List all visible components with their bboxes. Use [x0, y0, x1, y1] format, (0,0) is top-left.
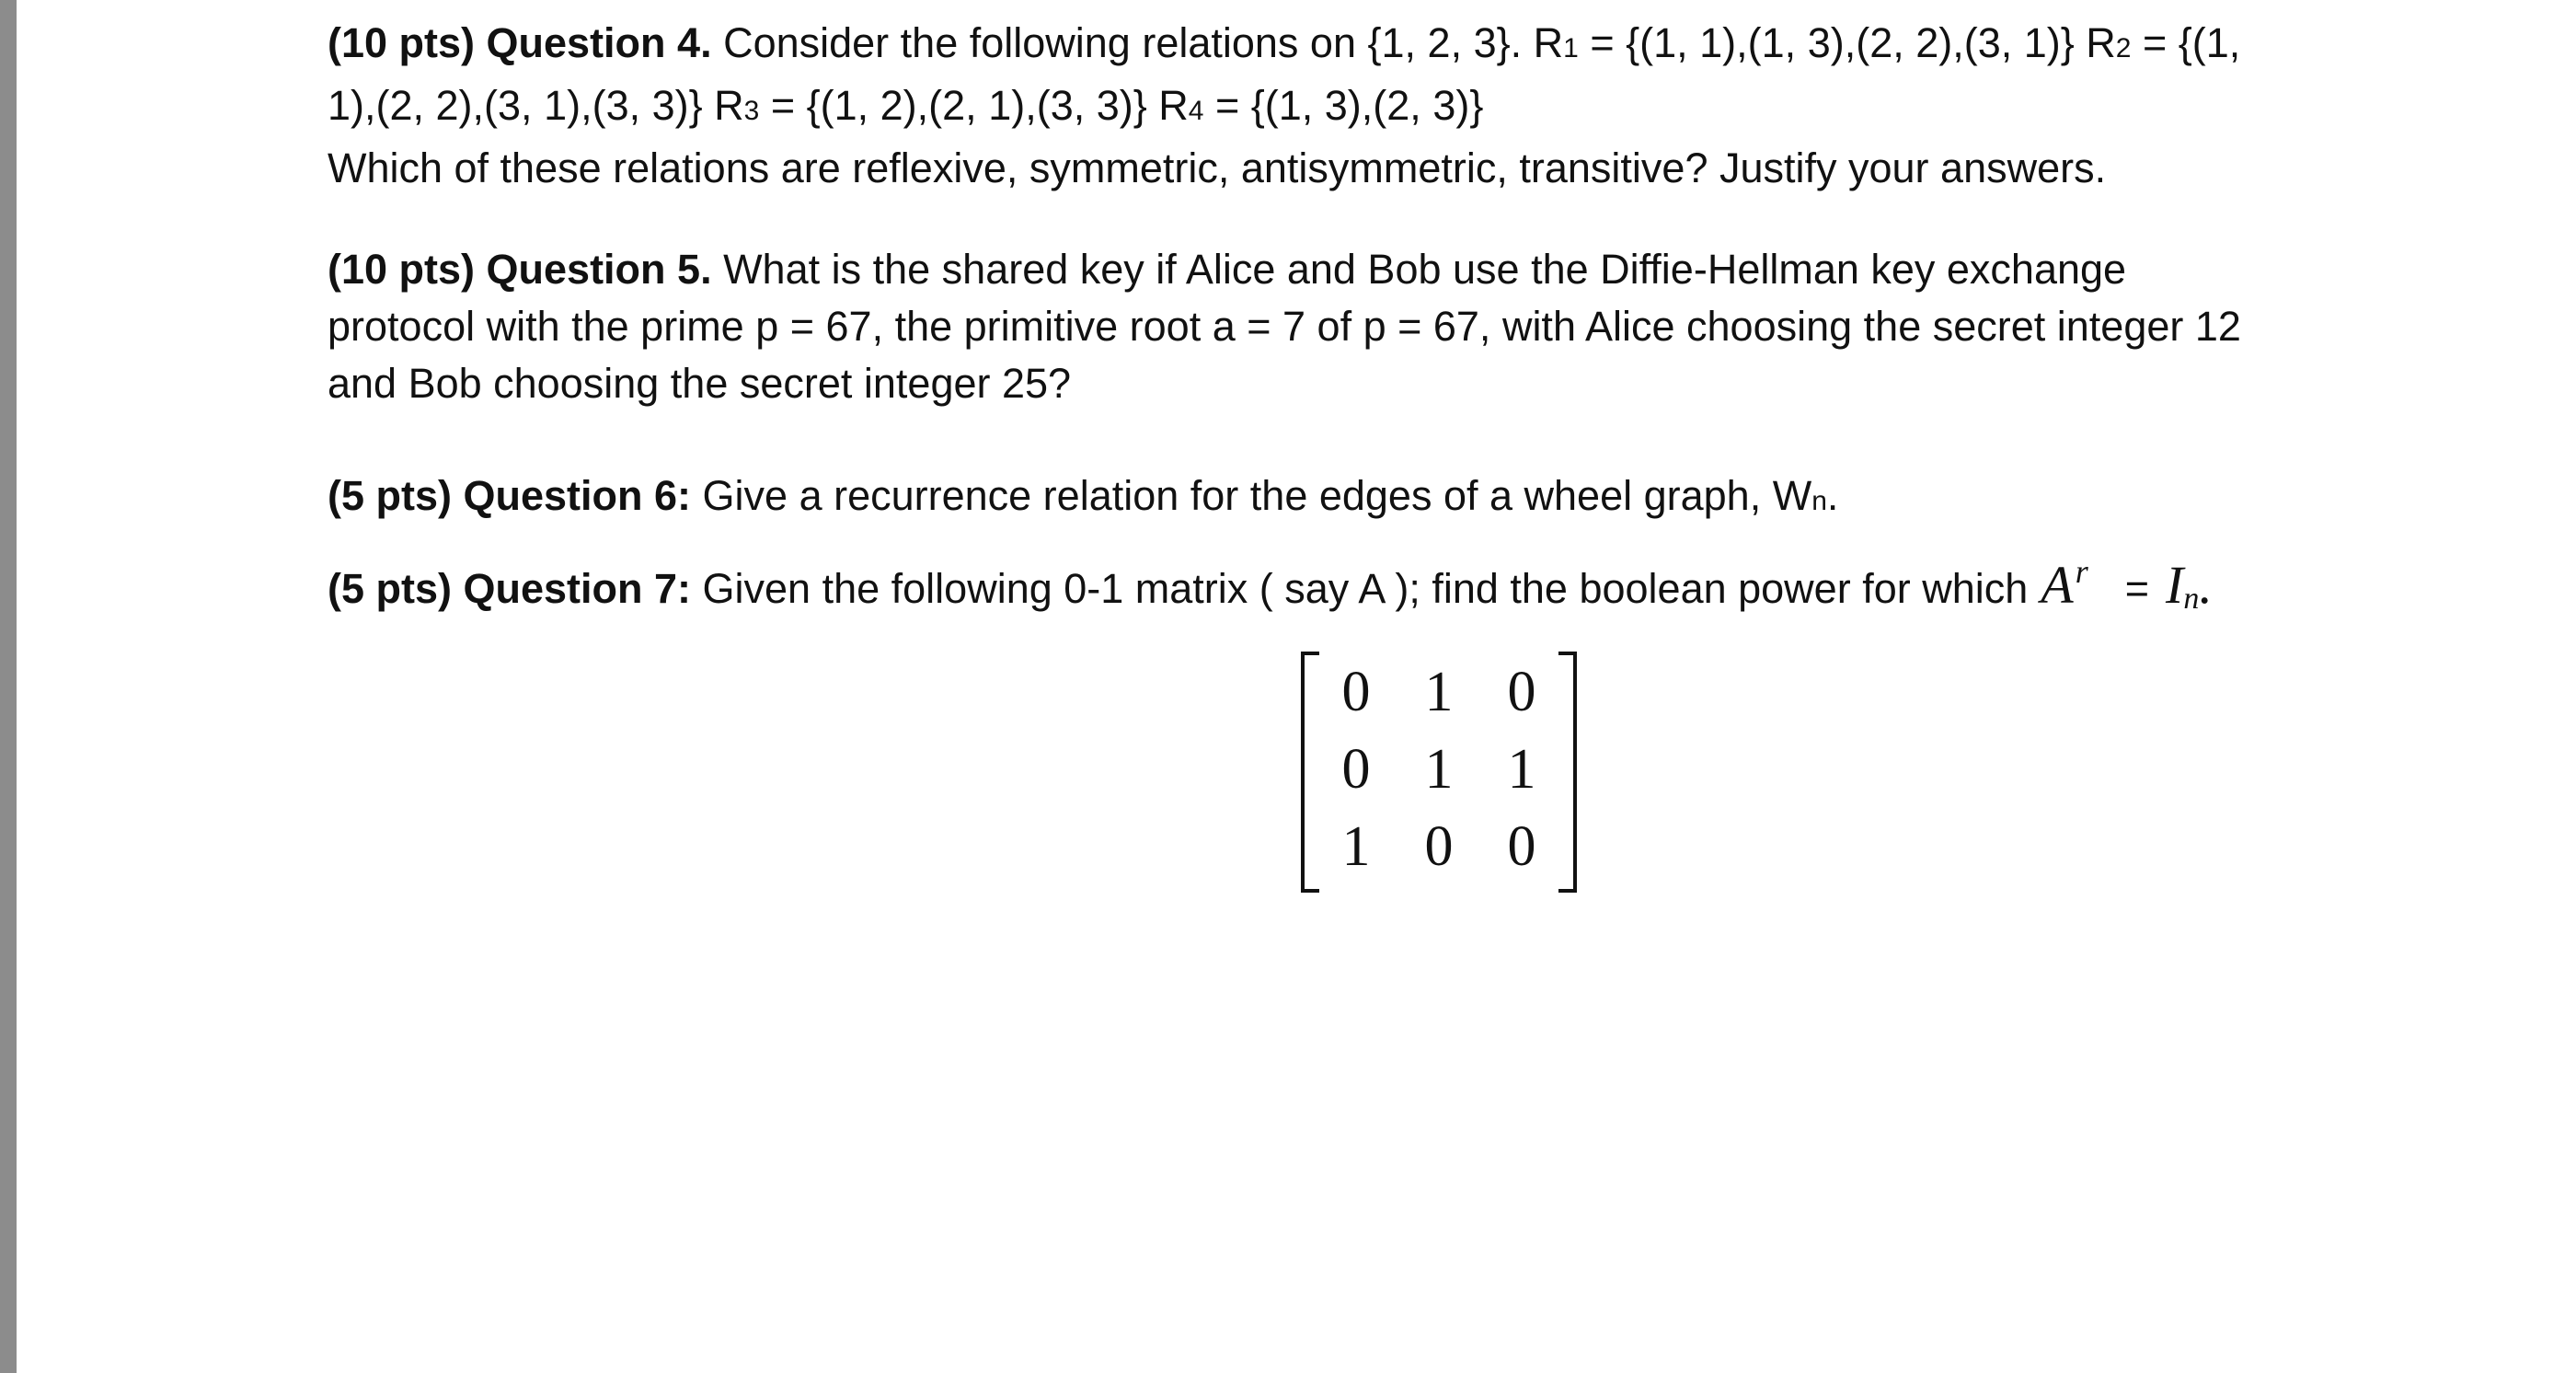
question-4-text: = {(1, 1),(1, 3),(2, 2),(3, 1)} R	[1578, 19, 2116, 66]
question-4-line-3: Which of these relations are reflexive, symmetric, antisymmetric, transitive? Justify your answers.	[328, 144, 2107, 191]
question-4-text: 1),(2, 2),(3, 1),(3, 3)} R	[328, 82, 744, 129]
formula-a: A	[2041, 555, 2074, 615]
formula-equals: =	[2124, 565, 2149, 612]
formula-exponent: r	[2075, 553, 2088, 590]
subscript: 3	[743, 96, 760, 126]
window-left-border	[0, 0, 17, 1373]
matrix-cell: 1	[1424, 738, 1454, 801]
question-4-line-2	[328, 77, 2398, 140]
subscript: 2	[2115, 33, 2132, 63]
question-4-text: = {(1, 3),(2, 3)}	[1203, 82, 1484, 129]
question-6-text: Give a recurrence relation for the edges of a wheel graph, W	[691, 472, 1812, 519]
question-5-label: (10 pts) Question 5.	[328, 246, 712, 293]
question-5-line-1	[328, 241, 2398, 298]
matrix-cell: 0	[1507, 815, 1536, 878]
question-4-label: (10 pts) Question 4.	[328, 19, 712, 66]
question-5-line-2: protocol with the prime p = 67, the primitive root a = 7 of p = 67, with Alice choosing the secret integer 12	[328, 303, 2241, 350]
matrix-cell: 1	[1507, 738, 1536, 801]
matrix-cell: 1	[1424, 661, 1454, 723]
question-4	[328, 15, 2398, 197]
subscript: 4	[1188, 96, 1204, 126]
matrix-cell: 0	[1341, 738, 1371, 801]
question-7-text: Given the following 0-1 matrix ( say A ); find the boolean power for which	[691, 565, 2029, 612]
matrix-left-bracket	[1301, 652, 1319, 893]
question-6-label: (5 pts) Question 6:	[328, 472, 692, 519]
question-4-text: = {(1, 2),(2, 1),(3, 3)} R	[759, 82, 1189, 129]
question-4-text: = {(1,	[2131, 19, 2241, 66]
question-7	[328, 543, 2398, 628]
matrix-cell: 0	[1424, 815, 1454, 878]
question-4-text: Consider the following relations on {1, 2, 3}. R	[711, 19, 1564, 66]
question-6	[328, 467, 2398, 530]
question-6-text: .	[1826, 472, 1839, 519]
matrix-cell: 1	[1341, 815, 1371, 878]
question-5-text: What is the shared key if Alice and Bob use the Diffie-Hellman key exchange	[711, 246, 2127, 293]
formula-subscript: n	[2183, 582, 2200, 616]
matrix-right-bracket	[1558, 652, 1577, 893]
document-page	[17, 0, 2576, 1373]
matrix-cell: 0	[1507, 661, 1536, 723]
question-4-line-1	[328, 15, 2398, 77]
formula-identity: I	[2166, 555, 2184, 615]
subscript: 1	[1563, 33, 1579, 63]
question-5	[328, 241, 2398, 412]
question-5-line-3: and Bob choosing the secret integer 25?	[328, 360, 1072, 407]
matrix-a	[1301, 644, 1577, 893]
matrix-cell: 0	[1341, 661, 1371, 723]
question-7-label: (5 pts) Question 7:	[328, 565, 692, 612]
formula-period: .	[2199, 555, 2213, 615]
power-formula	[2041, 555, 2213, 615]
subscript: n	[1811, 486, 1827, 516]
